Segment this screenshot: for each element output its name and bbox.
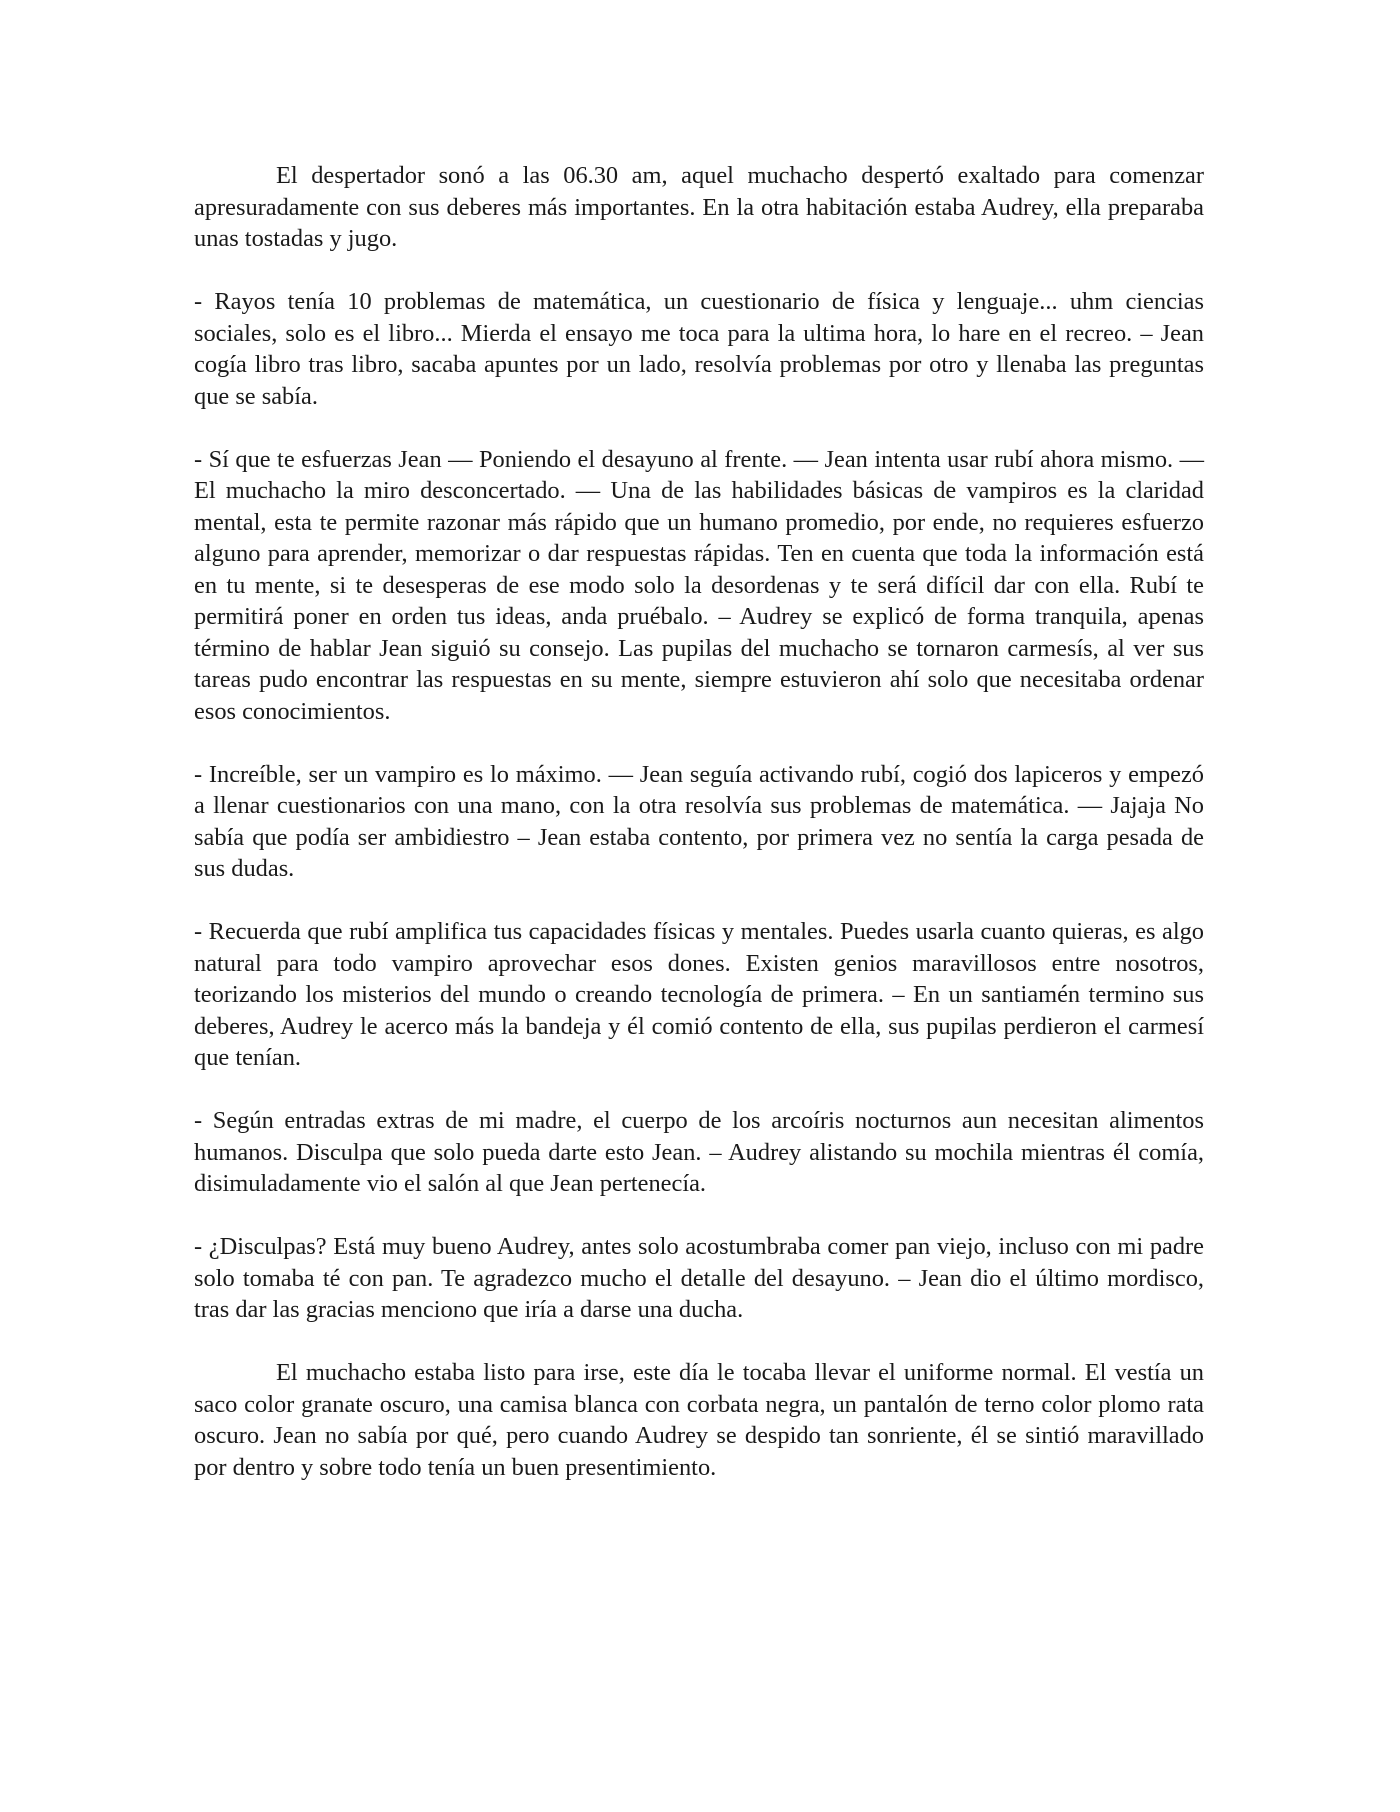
paragraph-3: - Sí que te esfuerzas Jean — Poniendo el desayuno al frente. — Jean intenta usar rubí ahora mismo. — El muchacho la miro desconcertado. — Una de las habilidades básicas de vampiros es la claridad mental, esta te permite razonar más rápido que un humano promedio, por ende, no requieres esfuerzo alguno para aprender, memorizar o dar respuestas rápidas. Ten en cuenta que toda la información está en tu mente, si te desesperas de ese modo solo la desordenas y te será difícil dar con ella. Rubí te permitirá poner en orden tus ideas, anda pruébalo. – Audrey se explicó de forma tranquila, apenas término de hablar Jean siguió su consejo. Las pupilas del muchacho se tornaron carmesís, al ver sus tareas pudo encontrar las respuestas en su mente, siempre estuvieron ahí solo que necesitaba ordenar esos conocimientos. bbox=[194, 445, 1204, 725]
paragraph-2: - Rayos tenía 10 problemas de matemática, un cuestionario de física y lenguaje... uhm ciencias sociales, solo es el libro... Mierda el ensayo me toca para la ultima hora, lo hare en el recreo. – Jean cogía libro tras libro, sacaba apuntes por un lado, resolvía problemas por otro y llenaba las preguntas que se sabía. bbox=[194, 288, 1204, 410]
paragraph-5: - Recuerda que rubí amplifica tus capacidades físicas y mentales. Puedes usarla cuanto quieras, es algo natural para todo vampiro aprovechar esos dones. Existen genios maravillosos entre nosotros, teorizando los misterios del mundo o creando tecnología de primera. – En un santiamén termino sus deberes, Audrey le acerco más la bandeja y él comió contento de ella, sus pupilas perdieron el carmesí que tenían. bbox=[194, 918, 1204, 1071]
paragraph-1: El despertador sonó a las 06.30 am, aquel muchacho despertó exaltado para comenzar apresuradamente con sus deberes más importantes. En la otra habitación estaba Audrey, ella preparaba unas tostadas y jugo. bbox=[194, 162, 1204, 252]
paragraph-6: - Según entradas extras de mi madre, el cuerpo de los arcoíris nocturnos aun necesitan alimentos humanos. Disculpa que solo pueda darte esto Jean. – Audrey alistando su mochila mientras él comía, disimuladamente vio el salón al que Jean pertenecía. bbox=[194, 1107, 1204, 1197]
paragraph-8: El muchacho estaba listo para irse, este día le tocaba llevar el uniforme normal. El vestía un saco color granate oscuro, una camisa blanca con corbata negra, un pantalón de terno color plomo rata oscuro. Jean no sabía por qué, pero cuando Audrey se despido tan sonriente, él se sintió maravillado por dentro y sobre todo tenía un buen presentimiento. bbox=[194, 1359, 1204, 1481]
document-body bbox=[194, 160, 1204, 1515]
paragraph-7: - ¿Disculpas? Está muy bueno Audrey, antes solo acostumbraba comer pan viejo, incluso con mi padre solo tomaba té con pan. Te agradezco mucho el detalle del desayuno. – Jean dio el último mordisco, tras dar las gracias menciono que iría a darse una ducha. bbox=[194, 1233, 1204, 1323]
paragraph-4: - Increíble, ser un vampiro es lo máximo. — Jean seguía activando rubí, cogió dos lapiceros y empezó a llenar cuestionarios con una mano, con la otra resolvía sus problemas de matemática. — Jajaja No sabía que podía ser ambidiestro – Jean estaba contento, por primera vez no sentía la carga pesada de sus dudas. bbox=[194, 760, 1204, 882]
